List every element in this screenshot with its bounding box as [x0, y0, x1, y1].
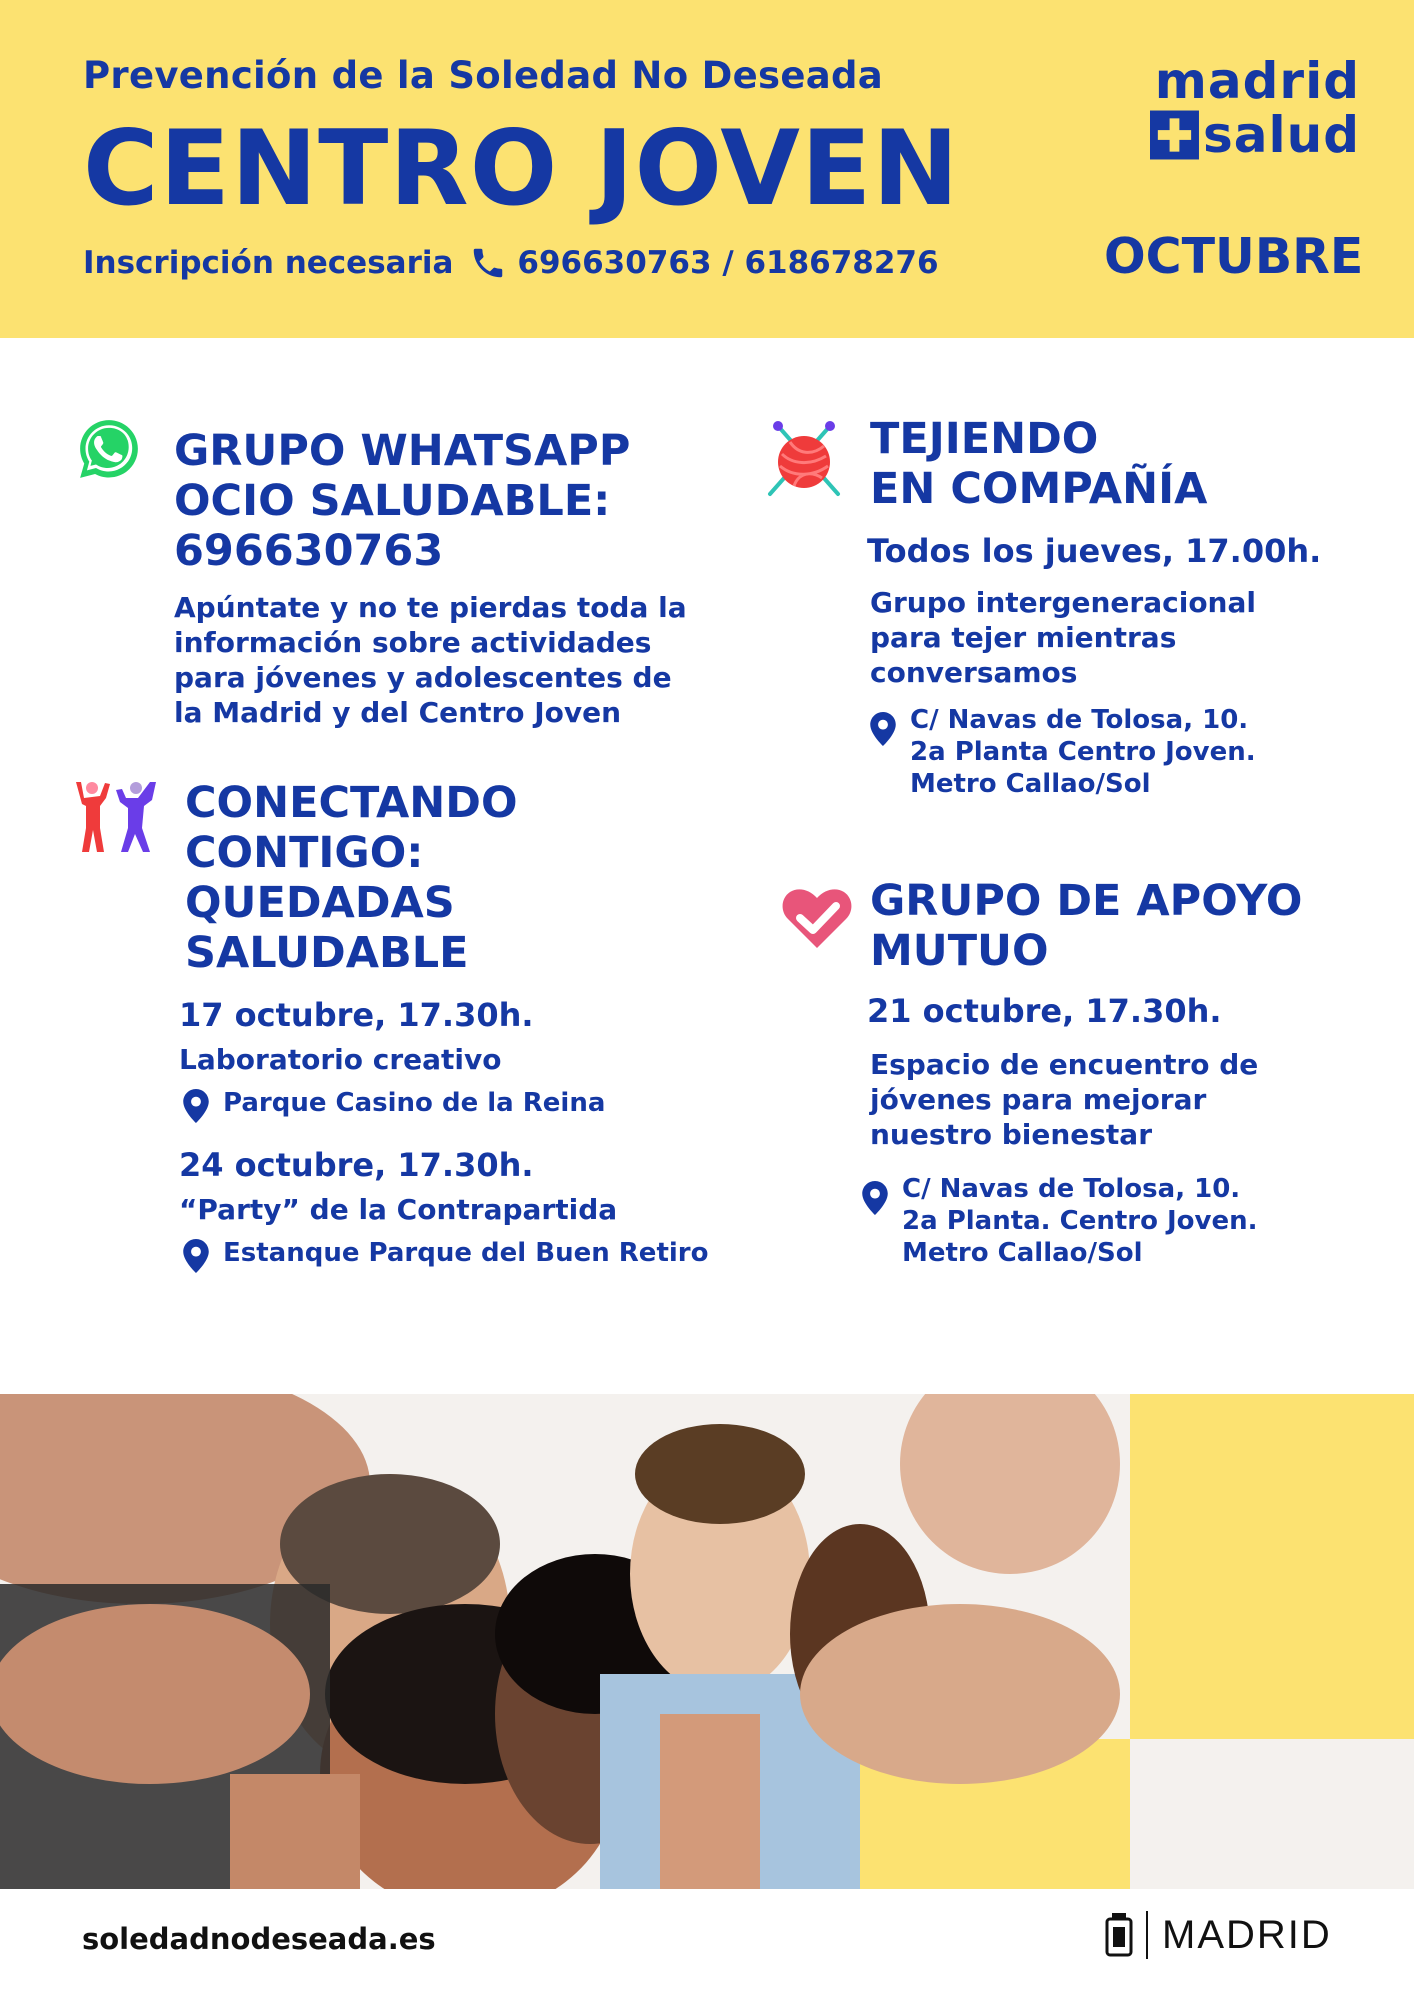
address-line: Metro Callao/Sol [910, 769, 1151, 799]
phone-numbers[interactable]: 696630763 / 618678276 [517, 245, 939, 281]
month-label: OCTUBRE [1104, 228, 1364, 285]
madrid-city-logo [1104, 1911, 1332, 1959]
tejiendo-section [870, 414, 1207, 514]
apoyo-section [870, 876, 1302, 976]
whatsapp-desc-line: para jóvenes y adolescentes de [174, 661, 672, 694]
apoyo-address [862, 1173, 1258, 1269]
tejiendo-title-line: EN COMPAÑÍA [870, 464, 1208, 514]
address-line: Metro Callao/Sol [902, 1238, 1143, 1268]
whatsapp-desc-line: la Madrid y del Centro Joven [174, 696, 622, 729]
conectando-title-line: CONECTANDO [185, 778, 518, 828]
madrid-salud-logo [1150, 52, 1360, 164]
logo-madrid-text: madrid [1154, 52, 1360, 110]
madrid-brand-text: MADRID [1162, 1912, 1332, 1957]
tejiendo-date: Todos los jueves, 17.00h. [867, 532, 1322, 570]
whatsapp-section [174, 426, 687, 730]
apoyo-date: 21 octubre, 17.30h. [867, 992, 1222, 1030]
apoyo-title-line: MUTUO [870, 926, 1049, 976]
group-photo [0, 1394, 1414, 1889]
conectando-title-line: SALUDABLE [185, 928, 469, 978]
event-date: 24 octubre, 17.30h. [179, 1146, 534, 1184]
event-date: 17 octubre, 17.30h. [179, 996, 534, 1034]
conectando-title-line: CONTIGO: [185, 828, 424, 878]
address-line: 2a Planta Centro Joven. [910, 737, 1256, 767]
whatsapp-desc-line: información sobre actividades [174, 626, 652, 659]
madrid-crest-icon [1104, 1911, 1134, 1959]
inscription-line [83, 244, 939, 282]
tejiendo-desc-line: Grupo intergeneracional [870, 586, 1256, 619]
location-pin-icon [862, 1181, 888, 1215]
event-name: “Party” de la Contrapartida [179, 1193, 618, 1226]
people-dancing-icon [72, 780, 160, 854]
apoyo-title-line: GRUPO DE APOYO [870, 876, 1303, 926]
heart-check-icon [782, 888, 852, 950]
address-line: C/ Navas de Tolosa, 10. [910, 705, 1249, 735]
apoyo-desc-line: jóvenes para mejorar [870, 1083, 1207, 1116]
yarn-ball-icon [764, 420, 844, 500]
conectando-title-line: QUEDADAS [185, 878, 455, 928]
tejiendo-title-line: TEJIENDO [870, 414, 1099, 464]
location-pin-icon [870, 712, 896, 746]
conectando-event [179, 996, 605, 1123]
footer-website-link[interactable]: soledadnodeseada.es [82, 1922, 436, 1956]
address-line: C/ Navas de Tolosa, 10. [902, 1174, 1241, 1204]
conectando-event [179, 1146, 708, 1273]
whatsapp-title-line: GRUPO WHATSAPP [174, 426, 631, 476]
location-pin-icon [183, 1089, 209, 1123]
whatsapp-desc-line: Apúntate y no te pierdas toda la [174, 591, 687, 624]
conectando-section [185, 778, 518, 978]
event-place: Parque Casino de la Reina [223, 1088, 606, 1118]
tejiendo-desc [870, 585, 1256, 800]
whatsapp-title-line: OCIO SALUDABLE: [174, 476, 611, 526]
phone-icon [469, 244, 507, 282]
event-place: Estanque Parque del Buen Retiro [223, 1238, 709, 1268]
inscription-label: Inscripción necesaria [83, 245, 454, 281]
whatsapp-phone[interactable]: 696630763 [174, 526, 444, 576]
location-pin-icon [183, 1239, 209, 1273]
whatsapp-icon [76, 416, 142, 482]
logo-salud-text: salud [1202, 106, 1360, 164]
tejiendo-desc-line: conversamos [870, 656, 1078, 689]
plus-cross-icon [1150, 110, 1199, 160]
address-line: 2a Planta. Centro Joven. [902, 1206, 1258, 1236]
tejiendo-desc-line: para tejer mientras [870, 621, 1177, 654]
page-title: CENTRO JOVEN [83, 109, 960, 229]
logo-divider [1146, 1911, 1148, 1959]
event-name: Laboratorio creativo [179, 1043, 502, 1076]
header-subtitle: Prevención de la Soledad No Deseada [83, 54, 884, 97]
apoyo-desc-line: Espacio de encuentro de [870, 1048, 1259, 1081]
apoyo-desc-line: nuestro bienestar [870, 1118, 1153, 1151]
apoyo-desc [870, 1047, 1258, 1152]
